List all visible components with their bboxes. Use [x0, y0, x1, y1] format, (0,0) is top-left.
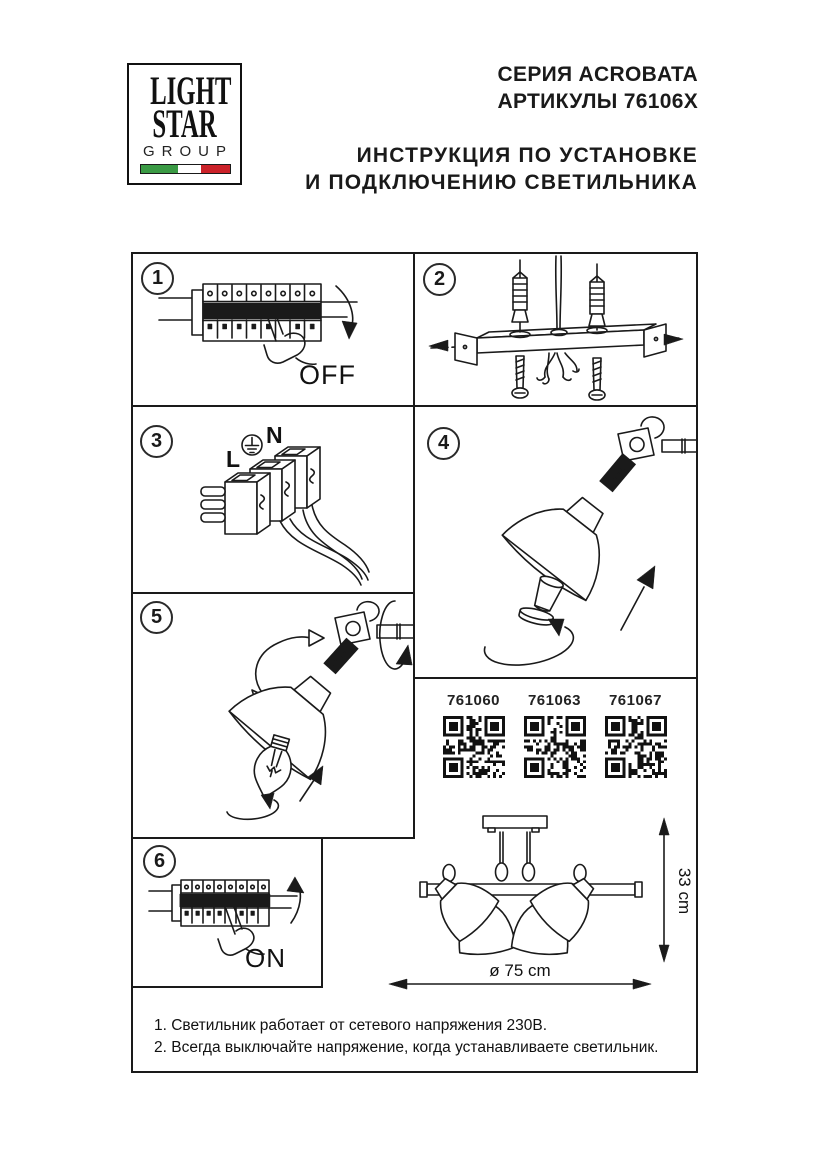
terminal-block-illustration — [201, 447, 320, 534]
logo-line-light: LIGHT — [150, 68, 232, 113]
logo-line-star: STAR — [152, 101, 217, 146]
qr-code-label: 761063 — [527, 692, 582, 709]
lamp-shade-illustration — [225, 651, 361, 784]
height-label: 33 cm — [675, 867, 694, 915]
logo-line-group: GROUP — [142, 143, 233, 160]
qr-code-image — [443, 716, 505, 778]
qr-section — [413, 692, 696, 778]
step1-illustration — [133, 254, 415, 405]
grid-row2-divider-right — [413, 677, 696, 679]
qr-code-label: 761060 — [446, 692, 501, 709]
arrow-left-icon — [429, 340, 448, 351]
flag-green-segment — [141, 165, 178, 173]
step2-illustration — [415, 254, 696, 405]
step2-number: 2 — [423, 263, 456, 296]
note-line-2: 2. Всегда выключайте напряжение, когда устанавливаете светильник. — [154, 1038, 659, 1056]
qr-code-block — [605, 692, 667, 778]
step4-number: 4 — [427, 427, 460, 460]
instruction-title — [300, 142, 698, 196]
lamp-shade-illustration — [499, 473, 635, 605]
chandelier-illustration — [420, 816, 642, 957]
qr-code-image — [524, 716, 586, 778]
step3-number: 3 — [140, 425, 173, 458]
instruction-diagram — [131, 252, 698, 1073]
qr-code-block — [524, 692, 586, 778]
step5-illustration — [133, 594, 415, 837]
neutral-wire-label: N — [266, 422, 283, 448]
switch-down-arrow-icon — [336, 286, 357, 339]
safety-notes — [154, 1015, 689, 1058]
step5-number: 5 — [140, 601, 173, 634]
off-label: OFF — [299, 360, 356, 390]
height-dimension-line — [659, 818, 669, 962]
logo-wordmark — [150, 68, 232, 146]
axis-rotate-arrow-icon — [380, 601, 412, 669]
up-arrow-icon — [621, 566, 655, 630]
step6-number: 6 — [143, 845, 176, 878]
screw-right-icon — [589, 358, 605, 400]
ceiling-wires — [537, 256, 579, 384]
rotate-arrow-icon — [484, 619, 573, 665]
note-line-1: 1. Светильник работает от сетевого напряжения 230В. — [154, 1017, 548, 1034]
instruction-title-line2: И ПОДКЛЮЧЕНИЮ СВЕТИЛЬНИКА — [305, 171, 698, 194]
instruction-title-line1: ИНСТРУКЦИЯ ПО УСТАНОВКЕ — [356, 144, 698, 167]
mounting-bracket-illustration — [455, 324, 666, 365]
screw-left-icon — [512, 356, 528, 398]
wall-plug-left-icon — [512, 260, 528, 332]
qr-code-block — [443, 692, 505, 778]
step3-illustration — [133, 407, 415, 592]
step1-number: 1 — [141, 262, 174, 295]
document-header — [300, 61, 698, 196]
product-dimensions-diagram — [381, 800, 694, 1015]
italian-flag-bar — [140, 164, 231, 174]
wall-plug-right-icon — [589, 264, 605, 330]
on-label: ON — [245, 943, 286, 973]
lamp-arm-illustration — [600, 417, 696, 492]
lightstar-logo — [127, 63, 242, 185]
supply-cables — [280, 505, 369, 585]
articles-title: АРТИКУЛЫ 76106X — [497, 90, 698, 113]
switch-up-arrow-icon — [287, 877, 304, 923]
bulb-rotate-arrow-icon — [227, 793, 278, 819]
qr-code-image — [605, 716, 667, 778]
flag-red-segment — [201, 165, 230, 173]
arrow-right-icon — [664, 334, 683, 345]
circuit-breaker-illustration — [159, 284, 357, 341]
circuit-breaker-illustration — [149, 880, 297, 926]
diameter-dimension-line — [389, 979, 651, 989]
diameter-label: ø 75 cm — [489, 961, 551, 980]
qr-code-label: 761067 — [608, 692, 663, 709]
series-title: СЕРИЯ ACROBATA — [497, 63, 698, 86]
ground-symbol-icon — [242, 435, 262, 455]
flag-white-segment — [178, 165, 200, 173]
live-wire-label: L — [226, 446, 241, 472]
